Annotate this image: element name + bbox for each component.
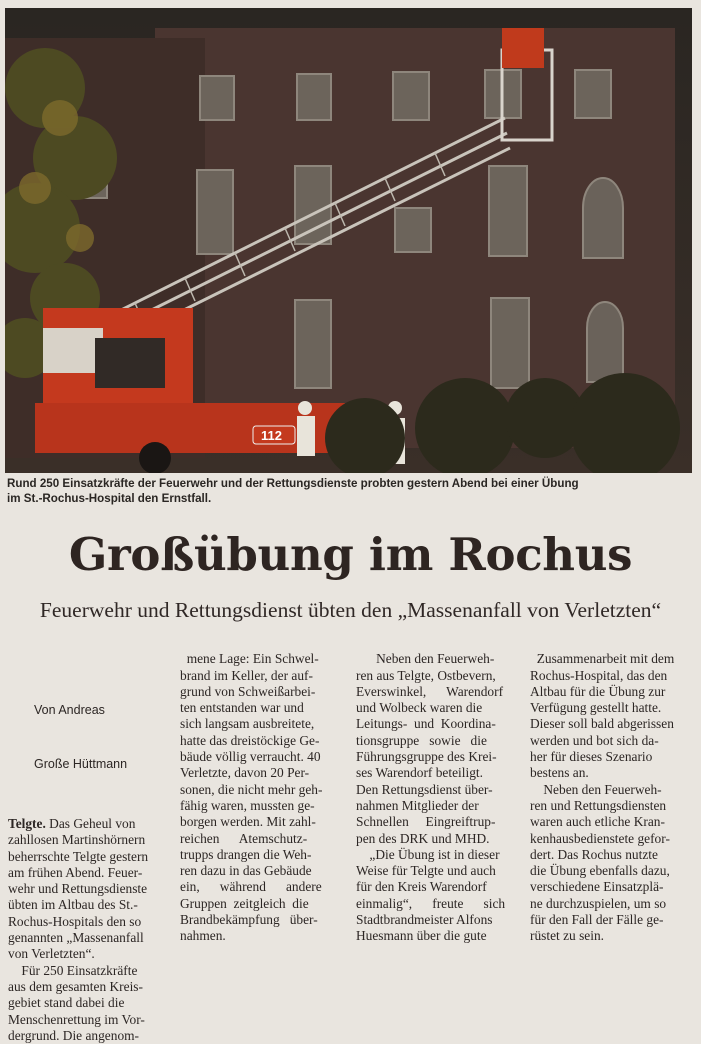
photo-caption: Rund 250 Einsatzkräfte der Feuerwehr und der Rettungsdienste probten gestern Abend bei einer Übung im St.-Rochus-Hospital den Ernstfall.	[7, 477, 579, 505]
byline-line-1: Von Andreas	[34, 703, 105, 718]
fire-ladder-photo	[5, 8, 692, 473]
article-column-2	[180, 635, 322, 945]
article-headline: Großübung im Rochus	[68, 528, 633, 581]
engine-number: 112	[261, 428, 282, 443]
column-3-text: Neben den Feuerweh- ren aus Telgte, Ostbevern, Everswinkel, Warendorf und Wolbeck waren die Leitungs- und Koordina- tionsgruppe sowie die Führungsgruppe des Krei- ses Warendorf beteiligt. Den Rettungsdienst über- nahmen Mitglieder der Schnellen Eingreiftrup- pen des DRK und MHD. „Die Übung ist in dieser Weise für Telgte und auch für den Kreis Warendorf einmalig“, freute sich Stadtbrandmeister Alfons Huesmann über die gute	[356, 651, 506, 944]
column-4-text: Zusammenarbeit mit dem Rochus-Hospital, das den Altbau für die Übung zur Verfügung gestellt hatte. Dieser soll bald abgerissen werden und bot sich da- her für dieses Szenario bestens an. Neben den Feuerweh- ren und Rettungsdiensten waren auch etliche Kran- kenhausbedienstete gefor- dert. Das Rochus nutzte die Übung ebenfalls dazu, verschiedene Einsatzplä- ne durchzuspielen, um so für den Fall der Fälle ge- rüstet zu sein.	[530, 651, 675, 944]
byline	[8, 670, 148, 810]
column-2-text: mene Lage: Ein Schwel- brand im Keller, der auf- grund von Schweißarbei- ten entstanden war und sich langsam ausbreitete, hatte das dreistöckige Ge- bäude völlig verraucht. 40 Verletzte, davon 20 Per- sonen, die nicht mehr geh- fähig waren, mussten ge- borgen werden. Mit zahl- reichen Atemschutz- trupps drangen die Weh- ren dazu in das Gebäude ein, während andere Gruppen zeitgleich die Brandbekämpfung über- nahmen.	[180, 651, 323, 944]
article-photo	[5, 8, 692, 473]
article-column-3	[356, 635, 505, 945]
column-1-text: Das Geheul von zahllosen Martinshörnern beherrschte Telgte gestern am frühen Abend. Feuer- wehr und Rettungsdienste übten im Altbau des St.- Rochus-Hospitals den so genannten „Massenanfall von Verletzten“. Für 250 Einsatzkräfte aus dem gesamten Kreis- gebiet stand dabei die Menschenrettung im Vor- dergrund. Die angenom-	[8, 815, 149, 1043]
dateline: Telgte.	[8, 815, 46, 831]
article-column-4	[530, 635, 674, 945]
article-subheadline: Feuerwehr und Rettungsdienst übten den „Massenanfall von Verletzten“	[39, 598, 662, 622]
article-column-1	[8, 635, 148, 1044]
byline-line-2: Große Hüttmann	[34, 757, 128, 772]
